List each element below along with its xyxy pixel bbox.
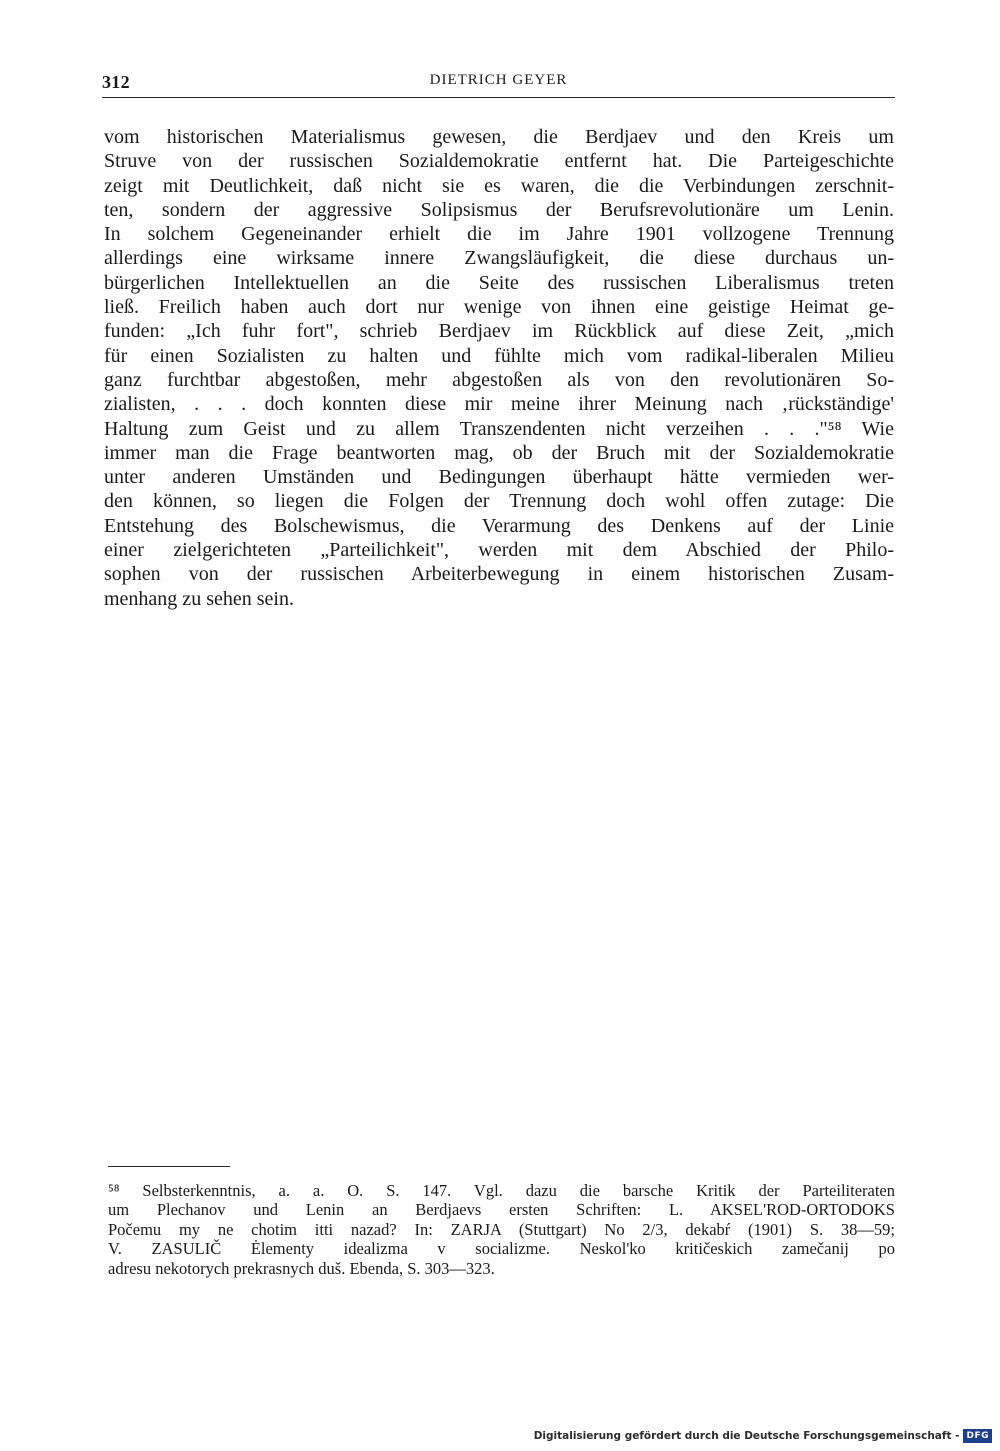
body-line: In solchem Gegeneinander erhielt die im Jahre 1901 vollzogene Trennung (104, 223, 894, 246)
footnote-rule (108, 1166, 230, 1167)
body-line: ganz furchtbar abgestoßen, mehr abgestoßen als von den revolutionären So- (104, 368, 894, 391)
body-line: einer zielgerichteten „Parteilichkeit", werden mit dem Abschied der Philo- (104, 539, 894, 562)
body-line: vom historischen Materialismus gewesen, die Berdjaev und den Kreis um (104, 126, 894, 148)
dfg-logo: DFG (963, 1429, 992, 1443)
body-line: immer man die Frage beantworten mag, ob der Bruch mit der Sozialdemokratie (104, 441, 894, 464)
body-line: allerdings eine wirksame innere Zwangsläufigkeit, die diese durchaus un- (104, 247, 894, 270)
body-line: unter anderen Umständen und Bedingungen überhaupt hätte vermieden wer- (104, 466, 894, 489)
footnote-line: um Plechanov und Lenin an Berdjaevs ersten Schriften: L. AKSEL'ROD-ORTODOKS (108, 1200, 895, 1220)
body-line: menhang zu sehen sein. (104, 587, 294, 610)
body-line: funden: „Ich fuhr fort", schrieb Berdjaev im Rückblick auf diese Zeit, „mich (104, 320, 894, 343)
body-line: zialisten, . . . doch konnten diese mir meine ihrer Meinung nach ‚rückständige' (104, 393, 894, 416)
digitization-credit (534, 1428, 992, 1444)
body-line: Struve von der russischen Sozialdemokratie entfernt hat. Die Parteigeschichte (104, 150, 894, 173)
body-text (104, 125, 894, 611)
running-title: DIETRICH GEYER (429, 72, 568, 88)
body-line: sophen von der russischen Arbeiterbewegung in einem historischen Zusam- (104, 563, 894, 586)
body-line: den können, so liegen die Folgen der Trennung doch wohl offen zutage: Die (104, 490, 894, 513)
footnote-line: ⁵⁸ Selbsterkenntnis, a. a. O. S. 147. Vgl. dazu die barsche Kritik der Parteiliteraten (108, 1181, 895, 1200)
body-line: Entstehung des Bolschewismus, die Verarmung des Denkens auf der Linie (104, 514, 894, 537)
footnote-line: adresu nekotorych prekrasnych duš. Ebenda, S. 303—323. (108, 1258, 495, 1278)
body-line: ließ. Freilich haben auch dort nur wenige von ihnen eine geistige Heimat ge- (104, 296, 894, 319)
header-rule (102, 97, 895, 98)
body-line: bürgerlichen Intellektuellen an die Seite des russischen Liberalismus treten (104, 271, 894, 294)
footnote-line: Počemu my ne chotim itti nazad? In: ZARJA (Stuttgart) No 2/3, dekabŕ (1901) S. 38—59; (108, 1219, 895, 1239)
body-line: für einen Sozialisten zu halten und fühlte mich vom radikal-liberalen Milieu (104, 344, 894, 367)
body-line: ten, sondern der aggressive Solipsismus der Berufsrevolutionäre um Lenin. (104, 198, 894, 221)
running-head (102, 72, 895, 96)
footnote-58 (108, 1181, 895, 1278)
footnote-line: V. ZASULIČ Ėlementy idealizma v socializme. Neskol'ko kritičeskich zamečanij po (108, 1239, 895, 1259)
credit-text: Digitalisierung gefördert durch die Deutsche Forschungsgemeinschaft - (533, 1430, 960, 1442)
page-number: 312 (102, 72, 130, 92)
body-line: Haltung zum Geist und zu allem Transzendenten nicht verzeihen . . ."⁵⁸ Wie (104, 417, 894, 440)
body-line: zeigt mit Deutlichkeit, daß nicht sie es waren, die die Verbindungen zerschnit- (104, 174, 894, 197)
